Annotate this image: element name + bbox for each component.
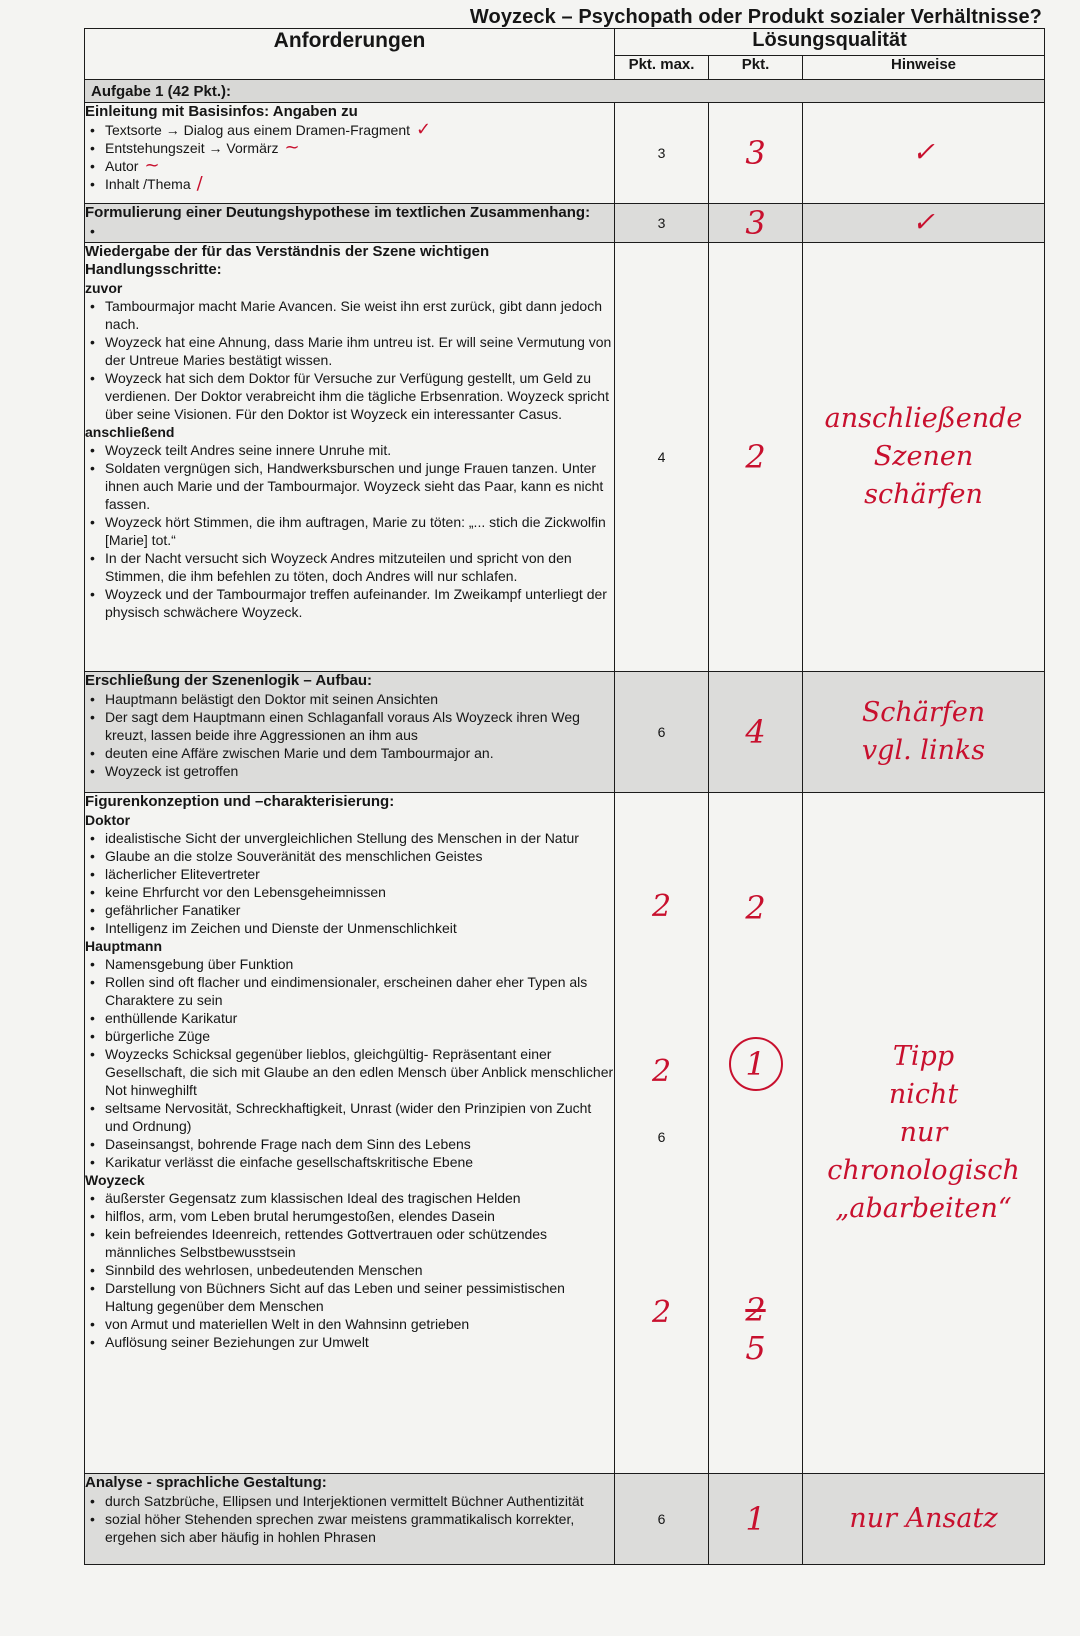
awarded-points: 1 bbox=[709, 1474, 803, 1565]
check-icon: ✓ bbox=[416, 119, 432, 140]
awarded-points: 3 bbox=[709, 204, 803, 243]
list-item: • bürgerliche Züge bbox=[85, 1027, 614, 1045]
handwritten-max: 2 bbox=[651, 1054, 672, 1089]
section-heading: Figurenkonzeption und –charakterisierung: bbox=[85, 793, 395, 810]
list-item: • Intelligenz im Zeichen und Dienste der Unmenschlichkeit bbox=[85, 919, 614, 937]
max-points: 4 bbox=[615, 243, 709, 672]
hint-note: Tipp nicht nur chronologisch „abarbeiten“ bbox=[803, 793, 1045, 1474]
printed-max: 6 bbox=[657, 1129, 666, 1145]
hint-note: Schärfen vgl. links bbox=[803, 672, 1045, 793]
list-item: • Soldaten vergnügen sich, Handwerksburschen und junge Frauen tanzen. Unter ihnen auch Marie und der Tambourmajor. Woyzeck sieht das Paar, kann es nicht fassen. bbox=[85, 459, 614, 513]
section-handlungsschritte bbox=[85, 243, 1045, 672]
document-title: Woyzeck – Psychopath oder Produkt sozialer Verhältnisse? bbox=[469, 6, 1042, 28]
section-heading: Wiedergabe der für das Verständnis der Szene wichtigen Handlungsschritte: bbox=[85, 243, 490, 278]
list-item: • durch Satzbrüche, Ellipsen und Interjektionen vermittelt Büchner Authentizität bbox=[85, 1492, 614, 1510]
check-icon: ~ bbox=[284, 137, 300, 158]
header-hinweise: Hinweise bbox=[803, 55, 1045, 79]
list-item: • In der Nacht versucht sich Woyzeck Andres mitzuteilen und spricht von den Stimmen, die ihm befehlen zu töten, doch Andres will nur schlafen. bbox=[85, 549, 614, 585]
list-item: • Woyzeck hört Stimmen, die ihm auftragen, Marie zu töten: „... stich die Zickwolfin [Marie] tot.“ bbox=[85, 513, 614, 549]
max-points bbox=[615, 793, 709, 1474]
section-deutungshypothese bbox=[85, 204, 1045, 243]
list-item: • Woyzeck hat sich dem Doktor für Versuche zur Verfügung gestellt, um Geld zu verdienen. Der Doktor verabreicht ihm die tägliche Erbsenration. Woyzeck spricht über seine Visionen. Für den Doktor ist Woyzeck ein interessanter Casus. bbox=[85, 369, 614, 423]
section-heading: Analyse - sprachliche Gestaltung: bbox=[85, 1474, 327, 1491]
list-item: • Darstellung von Büchners Sicht auf das Leben und seiner pessimistischen Haltung gegenüber dem Menschen bbox=[85, 1279, 614, 1315]
awarded-points: 2 bbox=[709, 243, 803, 672]
list-item: • Glaube an die stolze Souveränität des menschlichen Geistes bbox=[85, 847, 614, 865]
list-item: • Autor ~ bbox=[85, 157, 614, 175]
list-item: • Hauptmann belästigt den Doktor mit seinen Ansichten bbox=[85, 690, 614, 708]
section-heading: Einleitung mit Basisinfos: Angaben zu bbox=[85, 103, 358, 120]
section-szenenlogik bbox=[85, 672, 1045, 793]
list-item: • kein befreiendes Ideenreich, rettendes Gottvertrauen oder schützendes männliches Selbstbewusstsein bbox=[85, 1225, 614, 1261]
hint-check: ✓ bbox=[803, 204, 1045, 243]
max-points: 6 bbox=[615, 672, 709, 793]
list-item: • Tambourmajor macht Marie Avancen. Sie weist ihn erst zurück, gibt dann jedoch nach. bbox=[85, 297, 614, 333]
header-pkt-max: Pkt. max. bbox=[615, 55, 709, 79]
aufgabe-label: Aufgabe 1 (42 Pkt.): bbox=[85, 80, 1045, 103]
list-item: • enthüllende Karikatur bbox=[85, 1009, 614, 1027]
list-item: • Auflösung seiner Beziehungen zur Umwelt bbox=[85, 1333, 614, 1351]
list-item: • Der sagt dem Hauptmann einen Schlaganfall voraus Als Woyzeck ihren Weg kreuzt, lassen beide ihre Aggressionen an ihm aus bbox=[85, 708, 614, 744]
list-item: • lächerlicher Elitevertreter bbox=[85, 865, 614, 883]
subheading-anschliessend: anschließend bbox=[85, 424, 175, 440]
subheading-zuvor: zuvor bbox=[85, 280, 123, 296]
list-item: • hilflos, arm, vom Leben brutal herumgestoßen, elendes Dasein bbox=[85, 1207, 614, 1225]
check-icon: ~ bbox=[144, 155, 160, 176]
list-item: • Daseinsangst, bohrende Frage nach dem Sinn des Lebens bbox=[85, 1135, 614, 1153]
header-anforderungen: Anforderungen bbox=[85, 29, 615, 80]
check-icon: / bbox=[196, 173, 203, 194]
section-heading: Formulierung einer Deutungshypothese im textlichen Zusammenhang: bbox=[85, 204, 591, 221]
hint-note: anschließende Szenen schärfen bbox=[803, 243, 1045, 672]
list-item: • Entstehungszeit → Vormärz ~ bbox=[85, 139, 614, 157]
list-item: • deuten eine Affäre zwischen Marie und dem Tambourmajor an. bbox=[85, 744, 614, 762]
awarded-points: 2 1 2 5 bbox=[709, 793, 803, 1474]
section-figurenkonzeption bbox=[85, 793, 1045, 1474]
list-item: • Textsorte → Dialog aus einem Dramen-Fragment ✓ bbox=[85, 121, 614, 139]
list-item: • seltsame Nervosität, Schreckhaftigkeit, Unrast (wider den Prinzipien von Zucht und Ordnung) bbox=[85, 1099, 614, 1135]
list-item: • gefährlicher Fanatiker bbox=[85, 901, 614, 919]
max-points: 3 bbox=[615, 103, 709, 204]
section-sprachliche-gestaltung bbox=[85, 1474, 1045, 1565]
subheading-doktor: Doktor bbox=[85, 812, 131, 828]
list-item: • Woyzeck teilt Andres seine innere Unruhe mit. bbox=[85, 441, 614, 459]
awarded-points: 4 bbox=[709, 672, 803, 793]
hint-check: ✓ bbox=[803, 103, 1045, 204]
header-pkt: Pkt. bbox=[709, 55, 803, 79]
list-item: • Karikatur verlässt die einfache gesellschaftskritische Ebene bbox=[85, 1153, 614, 1171]
awarded-points: 3 bbox=[709, 103, 803, 204]
circled-points: 1 bbox=[729, 1037, 783, 1091]
list-item: • Woyzecks Schicksal gegenüber lieblos, gleichgültig- Repräsentant einer Gesellschaft, die sich mit Glaube an den edlen Mensch über Anblick menschlicher Not hinweghilft bbox=[85, 1045, 614, 1099]
item-list bbox=[85, 121, 614, 193]
handwritten-max: 2 bbox=[651, 1295, 672, 1330]
list-item: • Rollen sind oft flacher und eindimensionaler, erscheinen daher eher Typen als Charaktere zu sein bbox=[85, 973, 614, 1009]
list-item bbox=[85, 222, 614, 240]
list-item: • Woyzeck ist getroffen bbox=[85, 762, 614, 780]
list-item: • sozial höher Stehenden sprechen zwar meistens grammatikalisch korrekter, ergehen sich aber häufig in hohlen Phrasen bbox=[85, 1510, 614, 1546]
list-item: • idealistische Sicht der unvergleichlichen Stellung des Menschen in der Natur bbox=[85, 829, 614, 847]
subheading-woyzeck: Woyzeck bbox=[85, 1172, 145, 1188]
assessment-table bbox=[84, 28, 1045, 1565]
header-loesungsqualitaet: Lösungsqualität bbox=[615, 29, 1045, 56]
handwritten-max: 2 bbox=[651, 889, 672, 924]
list-item: • keine Ehrfurcht vor den Lebensgeheimnissen bbox=[85, 883, 614, 901]
list-item: • Namensgebung über Funktion bbox=[85, 955, 614, 973]
section-heading: Erschließung der Szenenlogik – Aufbau: bbox=[85, 672, 372, 689]
list-item: • Woyzeck hat eine Ahnung, dass Marie ihm untreu ist. Er will seine Vermutung von der Untreue Maries bestätigt wissen. bbox=[85, 333, 614, 369]
list-item: • Sinnbild des wehrlosen, unbedeutenden Menschen bbox=[85, 1261, 614, 1279]
list-item: • äußerster Gegensatz zum klassischen Ideal des tragischen Helden bbox=[85, 1189, 614, 1207]
subheading-hauptmann: Hauptmann bbox=[85, 938, 162, 954]
max-points: 6 bbox=[615, 1474, 709, 1565]
list-item: • Inhalt /Thema / bbox=[85, 175, 614, 193]
max-points: 3 bbox=[615, 204, 709, 243]
list-item: • von Armut und materiellen Welt in den Wahnsinn getrieben bbox=[85, 1315, 614, 1333]
hint-note: nur Ansatz bbox=[803, 1474, 1045, 1565]
section-einleitung bbox=[85, 103, 1045, 204]
list-item: • Woyzeck und der Tambourmajor treffen aufeinander. Im Zweikampf unterliegt der physisch schwächere Woyzeck. bbox=[85, 585, 614, 621]
